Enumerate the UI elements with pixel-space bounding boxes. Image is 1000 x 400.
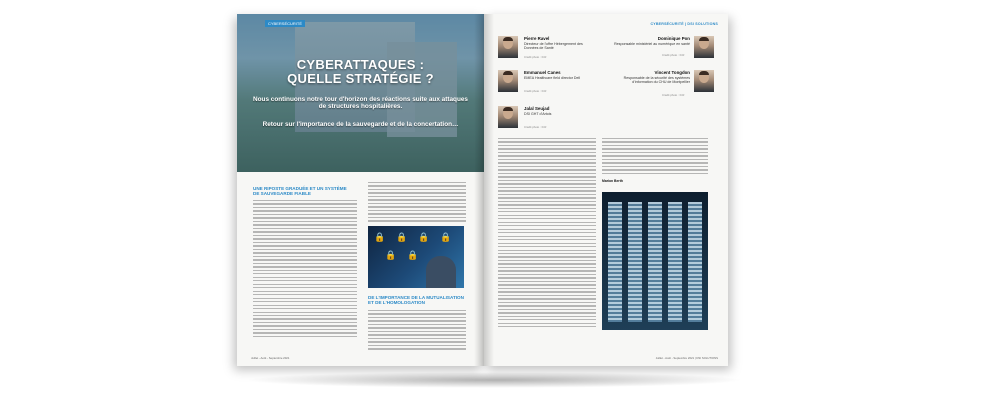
lock-icon: 🔒 [374,232,386,242]
datacenter-servers-image [602,192,708,330]
section-title-2: DE L'IMPORTANCE DE LA MUTUALISATION ET DE L'HOMOLOGATION [368,295,464,306]
portrait-photo [498,70,518,92]
rubric-header: CYBERSÉCURITÉ | DSI SOLUTIONS [650,22,718,26]
right-footer: Juillet - Août - Septembre 2021 | DSI SOLUTIONS [655,356,718,360]
portrait-photo [498,106,518,128]
portrait-photo [694,70,714,92]
body-column-2-bottom [368,310,466,352]
spread-shadow [244,372,744,388]
portrait-photo [694,36,714,58]
right-page: CYBERSÉCURITÉ | DSI SOLUTIONS Pierre Ravel Directeur de l'offre Hébergement des Données de Santé Crédit photo : D.R Dominique Pon Responsable ministériel au numérique en santé Crédit photo : D.R Emmanuel Canes EMEA Healthcare field director Dell Crédit photo : D.R Vincent Tongdon Responsable de la sécurité des systèmes d'information du CHU de Montpellier Crédit photo : D.R Jalal Seujad DSI GHT d'Artois Crédit photo : D.R Marion Berth Juillet - Août - Septembre 2021 | DSI SOLUTIONS [484,14,728,366]
portrait-photo [498,36,518,58]
lock-icon: 🔒 [418,232,430,242]
article-subtitle-2: Retour sur l'importance de la sauvegarde et de la concertation… [262,121,459,128]
lock-icon: 🔒 [385,250,397,260]
article-title: CYBERATTAQUES : QUELLE STRATÉGIE ? [287,57,434,86]
lock-icon: 🔒 [396,232,408,242]
lock-icon: 🔒 [407,250,419,260]
lock-icon: 🔒 [440,232,452,242]
hero-image [237,14,484,172]
section-title-1: UNE RIPOSTE GRADUÉE ET UN SYSTÈME DE SAUVEGARDE FIABLE [253,186,347,197]
spine-gutter [474,14,494,366]
author-signature: Marion Berth [602,179,623,183]
cybersecurity-lock-image [368,226,464,288]
body-column-right-2 [602,138,708,176]
article-subtitle: Nous continuons notre tour d'horizon des réactions suite aux attaques de structures hospitalières. [253,96,468,111]
body-column-1 [253,200,357,339]
left-page [237,14,484,366]
body-column-2-top [368,182,466,224]
left-footer: Juillet - Août - Septembre 2021 [251,356,290,360]
hand-figure [426,256,456,288]
rubric-tag: CYBERSÉCURITÉ [265,20,305,27]
body-column-right-1 [498,138,596,330]
